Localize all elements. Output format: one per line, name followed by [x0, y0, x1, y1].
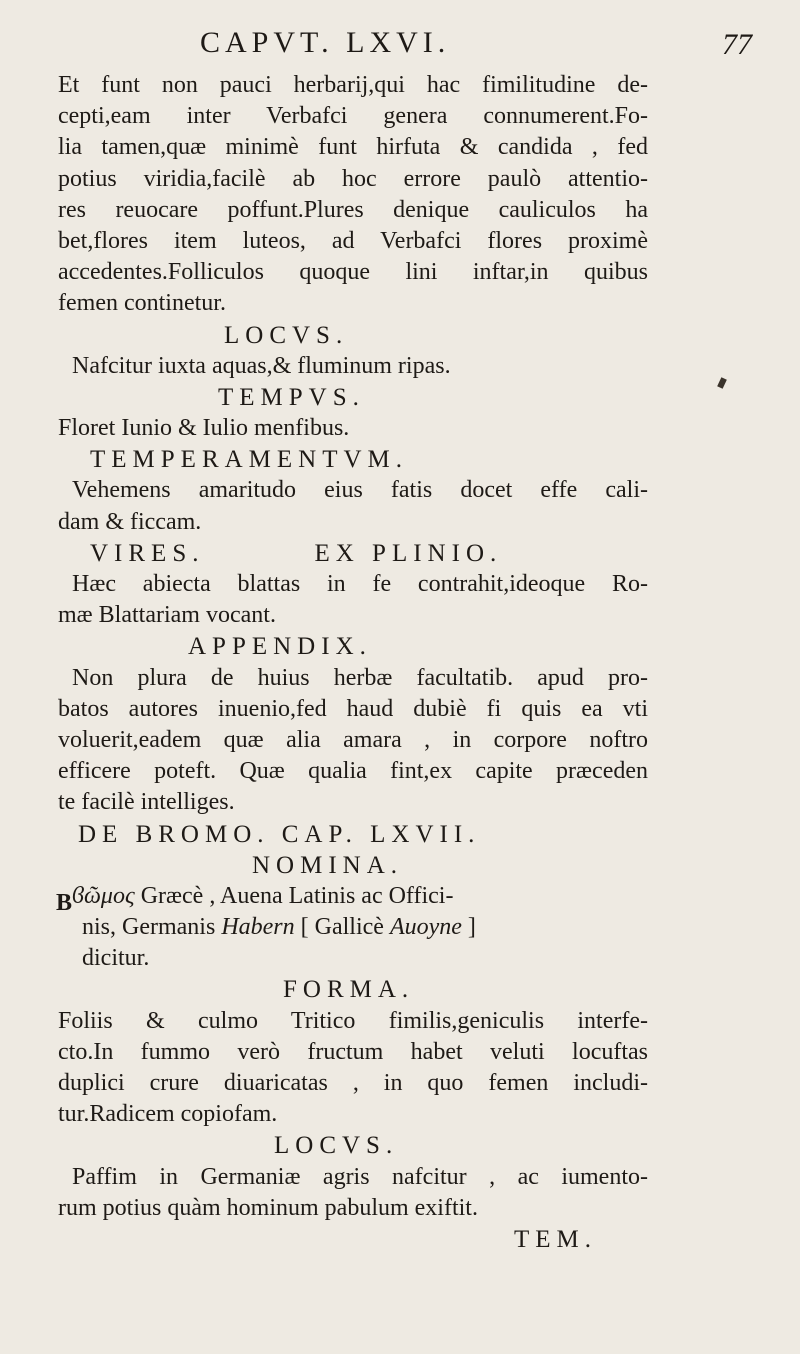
section-heading-vires [58, 538, 648, 569]
text-line: efficere poteft. Quæ qualia fint,ex capite præceden [58, 758, 648, 785]
nomina-text: Græcè , Auena Latinis ac Offici- [134, 882, 454, 909]
section-heading-locus: LOCVS. [224, 321, 349, 349]
running-head: CAPVT. LXVI. [200, 26, 451, 59]
text-line: cto.In fummo verò fructum habet veluti locuftas [58, 1038, 648, 1065]
vires-heading: VIRES. [90, 539, 205, 567]
catchword: TEM. [514, 1225, 598, 1253]
text-line: mæ Blattariam vocant. [58, 602, 276, 629]
section-heading-nomina: NOMINA. [252, 851, 404, 879]
text-line: te facilè intelliges. [58, 789, 235, 816]
text-line: voluerit,eadem quæ alia amara , in corpore noftro [58, 726, 648, 753]
text-line: rum potius quàm hominum pabulum exiftit. [58, 1194, 478, 1221]
text-line: accedentes.Folliculos quoque lini inftar,in quibus [58, 259, 648, 286]
nomina-text: nis, Germanis [82, 914, 222, 941]
text-line: femen continetur. [58, 290, 226, 317]
page-number: 77 [722, 28, 752, 61]
german-term: Habern [221, 914, 295, 941]
text-line: Floret Iunio & Iulio menfibus. [58, 415, 350, 442]
french-term: Auoyne [389, 914, 462, 941]
text-line: Vehemens amaritudo eius fatis docet effe cali- [72, 477, 648, 504]
text-line: Non plura de huius herbæ facultatib. apud pro- [72, 664, 648, 691]
section-heading-locus-2: LOCVS. [274, 1132, 399, 1160]
nomina-text: ] [461, 914, 476, 941]
text-line: Paffim in Germaniæ agris nafcitur , ac iumento- [72, 1163, 648, 1190]
section-heading-temperamentum: TEMPERAMENTVM. [90, 446, 409, 474]
text-body [58, 70, 648, 1255]
text-line: dam & ficcam. [58, 508, 202, 535]
text-line: res reuocare poffunt.Plures denique cauliculos ha [58, 196, 648, 223]
text-line: duplici crure diuaricatas , in quo femen includi- [58, 1070, 648, 1096]
margin-letter: B [56, 890, 73, 916]
section-heading-tempus: TEMPVS. [218, 383, 365, 411]
ex-plinio-heading: EX PLINIO. [314, 539, 503, 567]
text-line: bet,flores item luteos, ad Verbafci flores proximè [58, 227, 648, 254]
text-line: dicitur. [82, 945, 150, 972]
text-line: potius viridia,facilè ab hoc errore paulò attentio- [58, 165, 648, 192]
page-header [0, 26, 800, 66]
text-line: Hæc abiecta blattas in fe contrahit,ideoque Ro- [72, 571, 648, 597]
text-line: lia tamen,quæ minimè funt hirfuta & candida , fed [58, 134, 648, 161]
chapter-heading: DE BROMO. CAP. LXVII. [78, 820, 481, 848]
text-line: tur.Radicem copiofam. [58, 1101, 278, 1128]
nomina-line [58, 881, 648, 912]
text-line: cepti,eam inter Verbafci genera connumerent.Fo- [58, 103, 648, 130]
text-line: batos autores inuenio,fed haud dubiè fi quis ea vti [58, 695, 648, 722]
text-line: Foliis & culmo Tritico fimilis,geniculis interfe- [58, 1007, 648, 1034]
nomina-text: [ Gallicè [294, 914, 390, 941]
nomina-line [58, 912, 648, 943]
section-heading-appendix: APPENDIX. [188, 633, 372, 661]
text-line: Nafcitur iuxta aquas,& fluminum ripas. [72, 352, 451, 379]
section-heading-forma: FORMA. [283, 976, 415, 1004]
printer-mark [717, 377, 727, 389]
greek-term: ϐῶμος [72, 882, 135, 909]
text-line: Et funt non pauci herbarij,qui hac fimilitudine de- [58, 72, 648, 98]
